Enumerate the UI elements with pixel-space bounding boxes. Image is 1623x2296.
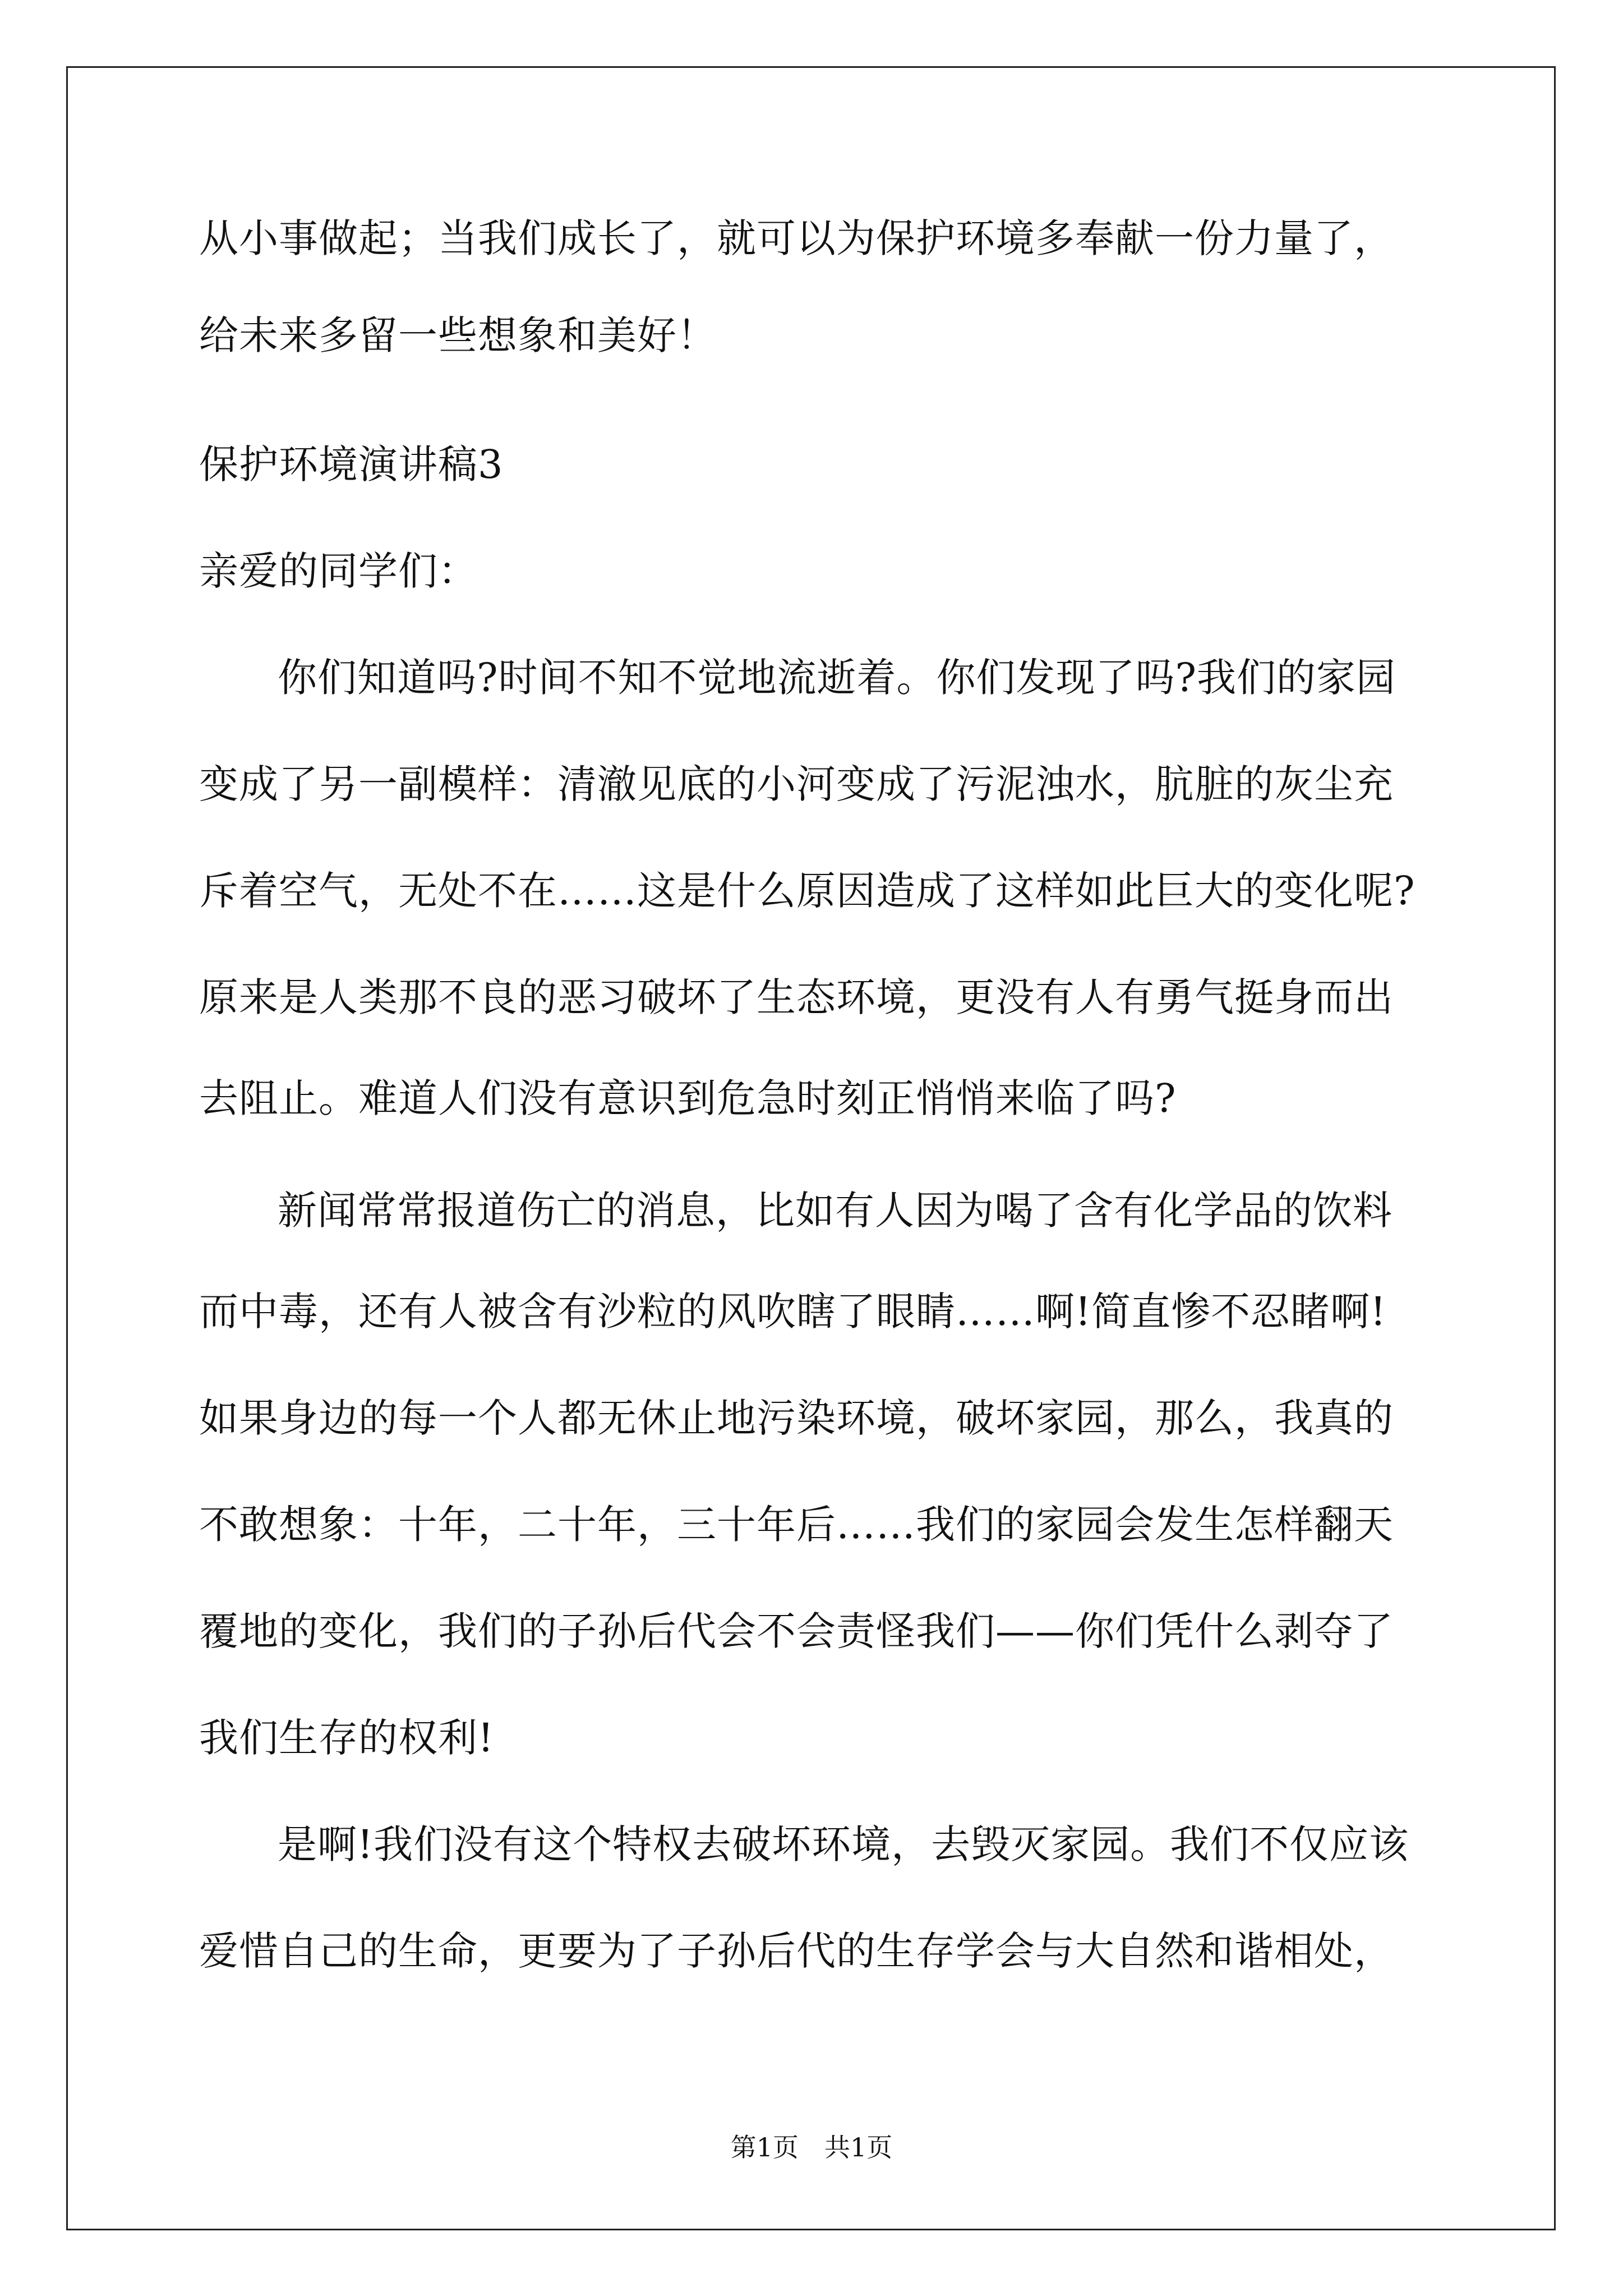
paragraph-2-line-5: 覆地的变化，我们的子孙后代会不会责怪我们——你们凭什么剥夺了 (199, 1608, 1394, 1654)
paragraph-3-line-2: 爱惜自己的生命，更要为了子孙后代的生存学会与大自然和谐相处， (199, 1928, 1394, 1974)
paragraph-2-line-1: 新闻常常报道伤亡的消息，比如有人因为喝了含有化学品的饮料 (278, 1188, 1393, 1234)
page-border (66, 66, 1556, 2230)
paragraph-2-line-2: 而中毒，还有人被含有沙粒的风吹瞎了眼睛……啊!简直惨不忍睹啊! (199, 1289, 1387, 1335)
paragraph-2-line-4: 不敢想象：十年，二十年，三十年后……我们的家园会发生怎样翻天 (199, 1502, 1394, 1548)
text-line-1: 从小事做起；当我们成长了，就可以为保护环境多奉献一份力量了， (199, 215, 1394, 261)
paragraph-1-line-2: 变成了另一副模样：清澈见底的小河变成了污泥浊水，肮脏的灰尘充 (199, 761, 1394, 807)
page-footer: 第1页 共1页 (730, 2132, 893, 2162)
paragraph-1-line-5: 去阻止。难道人们没有意识到危急时刻正悄悄来临了吗? (199, 1075, 1177, 1121)
text-line-2: 给未来多留一些想象和美好！ (199, 312, 717, 358)
salutation: 亲爱的同学们： (199, 548, 478, 594)
section-title: 保护环境演讲稿3 (199, 441, 504, 487)
paragraph-1-line-3: 斥着空气，无处不在……这是什么原因造成了这样如此巨大的变化呢? (199, 868, 1415, 914)
paragraph-1-line-1: 你们知道吗?时间不知不觉地流逝着。你们发现了吗?我们的家园 (278, 655, 1396, 701)
paragraph-3-line-1: 是啊!我们没有这个特权去破坏环境，去毁灭家园。我们不仅应该 (278, 1821, 1409, 1867)
paragraph-1-line-4: 原来是人类那不良的恶习破坏了生态环境，更没有人有勇气挺身而出 (199, 974, 1394, 1020)
paragraph-2-line-3: 如果身边的每一个人都无休止地污染环境，破坏家园，那么，我真的 (199, 1395, 1394, 1441)
paragraph-2-line-6: 我们生存的权利! (199, 1715, 495, 1761)
